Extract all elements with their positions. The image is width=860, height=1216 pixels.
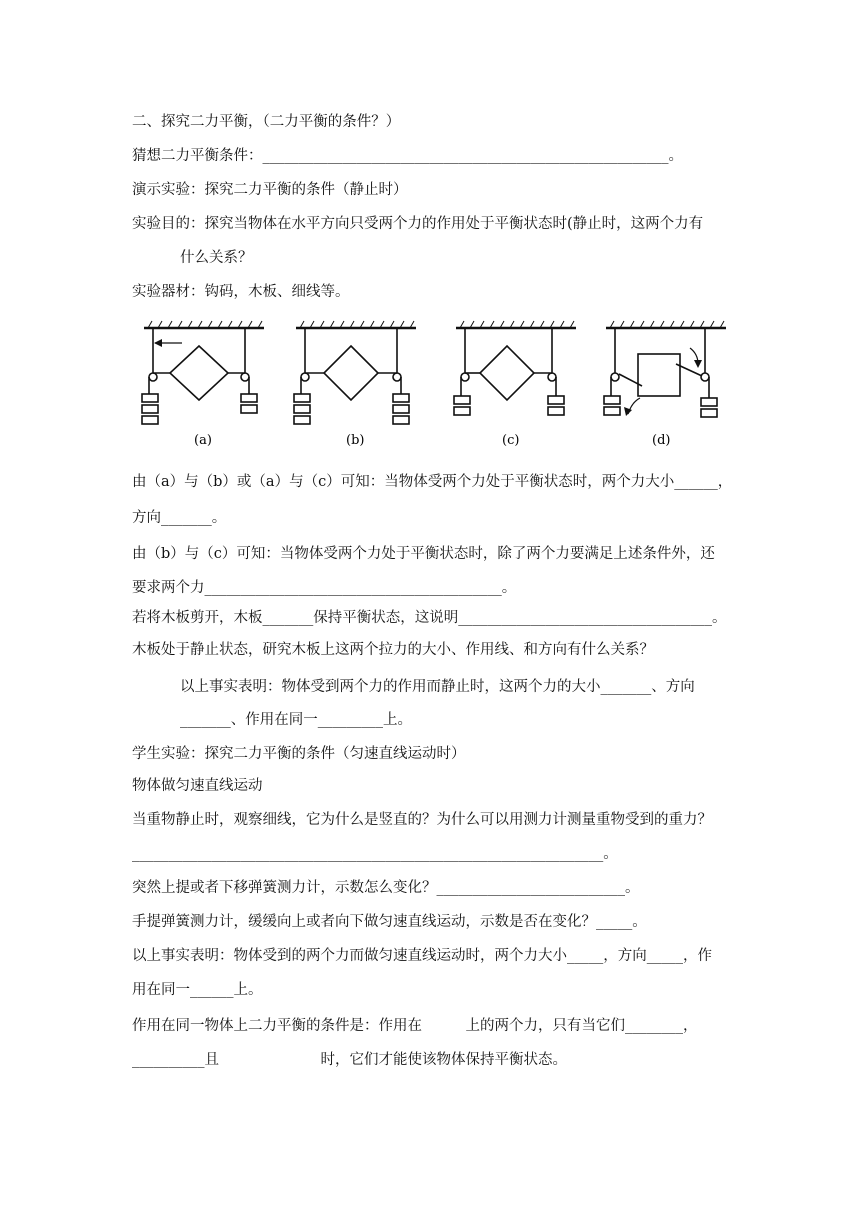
uniform-motion-line: 物体做匀速直线运动	[132, 778, 263, 794]
student-exp-title: 学生实验：探究二力平衡的条件（匀速直线运动时）	[132, 746, 466, 762]
diagram-a	[142, 321, 264, 424]
section-heading: 二、探究二力平衡，（二力平衡的条件？）	[132, 114, 401, 130]
conclusion-bc-cont: 要求两个力_________________________________________。	[132, 580, 517, 596]
question-slow: 手提弹簧测力计，缓缓向上或者向下做匀速直线运动，示数是否在变化？_____。	[132, 914, 647, 930]
purpose-line: 实验目的：探究当物体在水平方向只受两个力的作用处于平衡状态时(静止时，这两个力有	[132, 216, 704, 232]
diagram-d	[604, 321, 726, 417]
question-static-blank: _________________________________________________________________。	[132, 846, 618, 862]
experiment-figure	[140, 318, 730, 458]
static-conclusion-cont: _______、作用在同一_________上。	[180, 712, 412, 728]
static-conclusion: 以上事实表明：物体受到两个力的作用而静止时，这两个力的大小_______、方向	[180, 679, 695, 695]
caption-a: (a)	[194, 433, 212, 448]
motion-conclusion: 以上事实表明：物体受到的两个力而做匀速直线运动时，两个力大小_____，方向_____，作	[132, 948, 712, 964]
board-static-line: 木板处于静止状态，研究木板上这两个拉力的大小、作用线、和方向有什么关系？	[132, 642, 654, 658]
diagram-b	[294, 321, 416, 424]
caption-b: (b)	[346, 433, 365, 448]
question-sudden: 突然上提或者下移弹簧测力计，示数怎么变化？__________________________。	[132, 880, 640, 896]
caption-c: (c)	[502, 433, 520, 448]
conclusion-ab-ac: 由（a）与（b）或（a）与（c）可知：当物体受两个力处于平衡状态时，两个力大小______，	[132, 474, 733, 490]
guess-line: 猜想二力平衡条件：________________________________________________________。	[132, 148, 683, 164]
purpose-cont: 什么关系？	[180, 250, 253, 266]
balance-condition-cont: __________且 时，它们才能使该物体保持平衡状态。	[132, 1052, 567, 1068]
balance-condition: 作用在同一物体上二力平衡的条件是：作用在 上的两个力，只有当它们________，	[132, 1018, 698, 1034]
demo-title: 演示实验：探究二力平衡的条件（静止时）	[132, 182, 408, 198]
cut-board-line: 若将木板剪开，木板_______保持平衡状态，这说明___________________________________。	[132, 610, 727, 626]
materials-line: 实验器材：钩码，木板、细线等。	[132, 284, 350, 300]
diagram-c	[454, 321, 576, 415]
conclusion-bc: 由（b）与（c）可知：当物体受两个力处于平衡状态时，除了两个力要满足上述条件外，还	[132, 546, 715, 562]
question-static: 当重物静止时，观察细线，它为什么是竖直的？为什么可以用测力计测量重物受到的重力？	[132, 812, 712, 828]
motion-conclusion-cont: 用在同一______上。	[132, 982, 263, 998]
conclusion-ab-ac-cont: 方向_______。	[132, 510, 227, 526]
caption-d: (d)	[652, 433, 671, 448]
